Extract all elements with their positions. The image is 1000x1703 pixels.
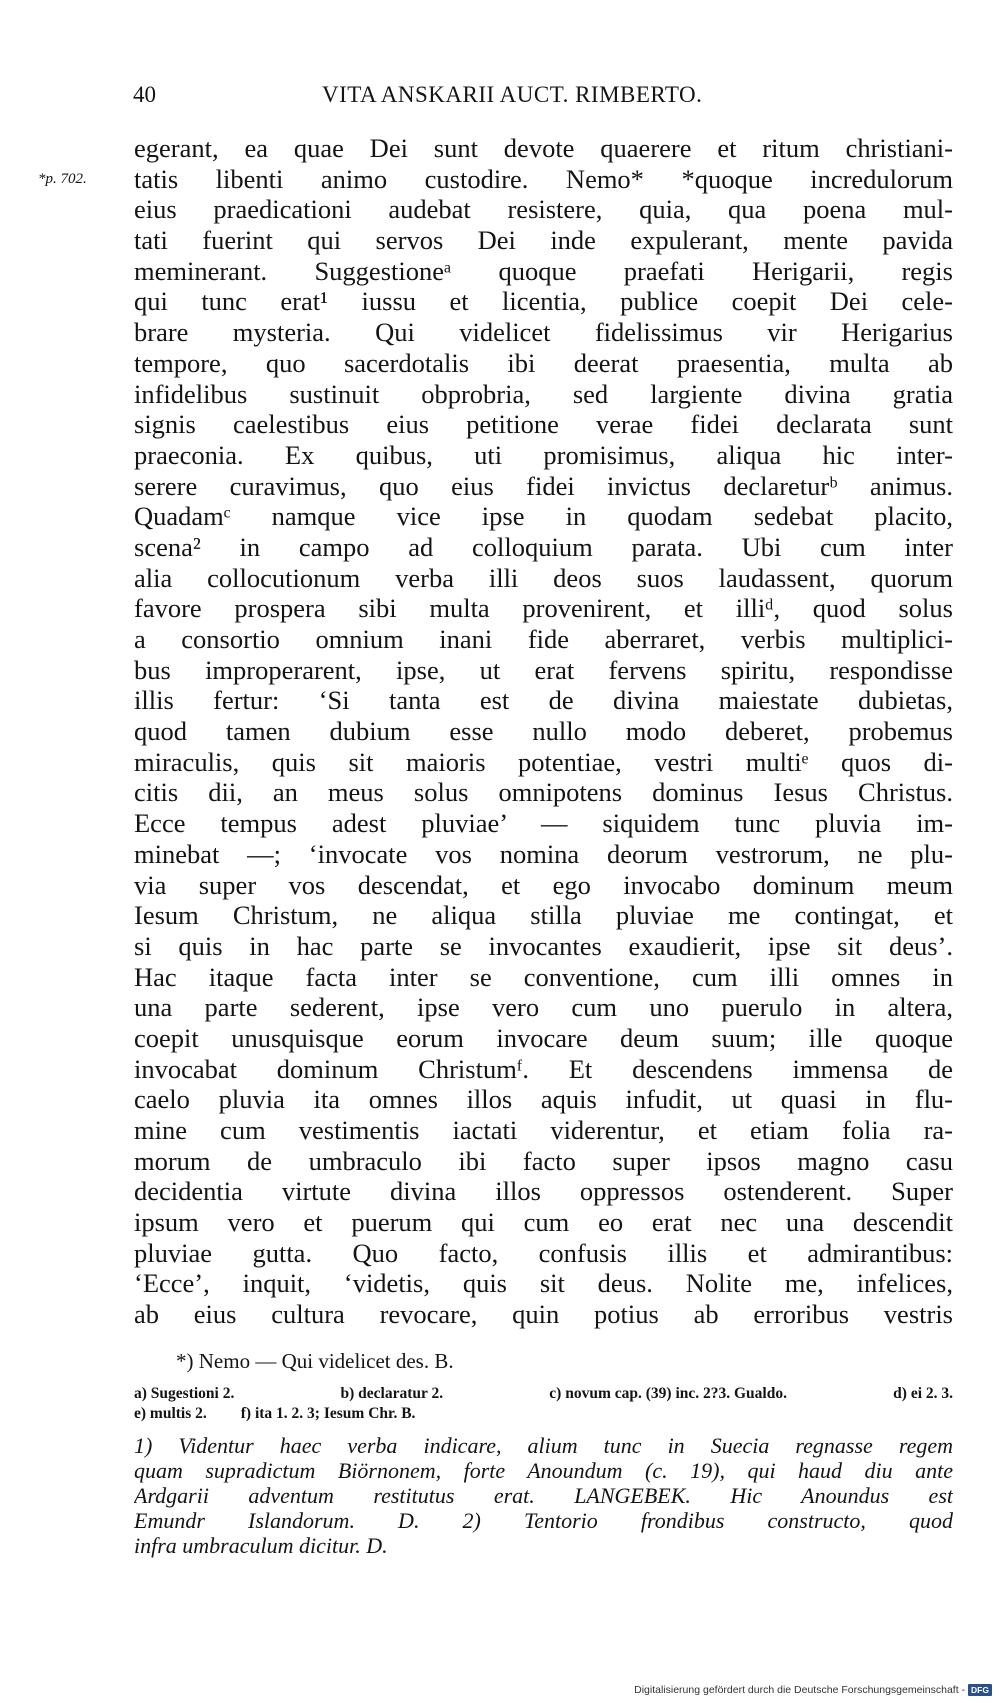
apparatus-entry-a: a) Sugestioni 2. bbox=[134, 1385, 235, 1402]
text-line: si quis in hac parte se invocantes exaudierit, ipse sit deus’. bbox=[134, 930, 953, 961]
text-line: tati fuerint qui servos Dei inde expulerant, mente pavida bbox=[134, 225, 953, 256]
text-line: serere curavimus, quo eius fidei invictus declareturᵇ animus. bbox=[134, 470, 953, 501]
text-line: miraculis, quis sit maioris potentiae, vestri multiᵉ quos di- bbox=[134, 746, 953, 777]
text-line: a consortio omnium inani fide aberraret, verbis multiplici- bbox=[134, 624, 953, 654]
text-line: mine cum vestimentis iactati viderentur, et etiam folia ra- bbox=[134, 1115, 953, 1145]
star-note: *) Nemo — Qui videlicet des. B. bbox=[176, 1349, 454, 1373]
critical-apparatus bbox=[134, 1384, 953, 1424]
text-line: scena² in campo ad colloquium parata. Ubi cum inter bbox=[134, 531, 953, 562]
text-line: eius praedicationi audebat resistere, quia, qua poena mul- bbox=[134, 194, 953, 225]
text-line: ab eius cultura revocare, quin potius ab erroribus vestris bbox=[134, 1299, 953, 1330]
text-line: morum de umbraculo ibi facto super ipsos magno casu bbox=[134, 1145, 953, 1176]
margin-page-reference: *p. 702. bbox=[38, 171, 87, 187]
text-line: infidelibus sustinuit obprobria, sed largiente divina gratia bbox=[134, 378, 953, 409]
apparatus-entry-d: d) ei 2. 3. bbox=[893, 1385, 953, 1402]
text-line: quod tamen dubium esse nullo modo deberet, probemus bbox=[134, 716, 953, 747]
footnote-line: quam supradictum Biörnonem, forte Anoundum (c. 19), qui haud diu ante bbox=[134, 1458, 953, 1483]
apparatus-line-2 bbox=[134, 1404, 953, 1424]
dfg-logo: DFG bbox=[968, 1684, 992, 1696]
text-line: favore prospera sibi multa provenirent, et illiᵈ, quod solus bbox=[134, 593, 953, 624]
text-line: minebat —; ‘invocate vos nomina deorum vestrorum, ne plu- bbox=[134, 838, 953, 869]
text-line: signis caelestibus eius petitione verae fidei declarata sunt bbox=[134, 409, 953, 440]
text-line: qui tunc erat¹ iussu et licentia, publice coepit Dei cele- bbox=[134, 286, 953, 317]
apparatus-entry-c: c) novum cap. (39) inc. 2?3. Gualdo. bbox=[549, 1385, 787, 1402]
text-line: tatis libenti animo custodire. Nemo* *quoque incredulorum bbox=[134, 163, 953, 194]
footnote-line: 1) Videntur haec verba indicare, alium tunc in Suecia regnasse regem bbox=[134, 1433, 953, 1458]
text-line: decidentia virtute divina illos oppressos ostenderent. Super bbox=[134, 1176, 953, 1207]
text-line: pluviae gutta. Quo facto, confusis illis et admirantibus: bbox=[134, 1237, 953, 1268]
text-line: Quadamᶜ namque vice ipse in quodam sedebat placito, bbox=[134, 501, 953, 532]
text-line: invocabat dominum Christumᶠ. Et descendens immensa de bbox=[134, 1053, 953, 1084]
text-line: Ecce tempus adest pluviae’ — siquidem tunc pluvia im- bbox=[134, 808, 953, 839]
apparatus-entry-f: f) ita 1. 2. 3; Iesum Chr. B. bbox=[240, 1405, 416, 1422]
apparatus-entry-e: e) multis 2. bbox=[134, 1405, 207, 1422]
digitization-credit bbox=[634, 1684, 992, 1696]
footnote-line: Emundr Islandorum. D. 2) Tentorio frondibus constructo, quod bbox=[134, 1508, 953, 1533]
footnotes bbox=[134, 1433, 953, 1558]
text-line: meminerant. Suggestioneᵃ quoque praefati Herigarii, regis bbox=[134, 255, 953, 286]
text-line: caelo pluvia ita omnes illos aquis infudit, ut quasi in flu- bbox=[134, 1084, 953, 1115]
text-line: coepit unusquisque eorum invocare deum suum; ille quoque bbox=[134, 1022, 953, 1053]
digitization-note: Digitalisierung gefördert durch die Deutsche Forschungsgemeinschaft - bbox=[634, 1684, 966, 1696]
text-line: egerant, ea quae Dei sunt devote quaerere et ritum christiani- bbox=[134, 133, 953, 163]
text-line: ‘Ecce’, inquit, ‘videtis, quis sit deus. Nolite me, infelices, bbox=[134, 1268, 953, 1299]
text-line: praeconia. Ex quibus, uti promisimus, aliqua hic inter- bbox=[134, 439, 953, 470]
footnote-line: infra umbraculum dicitur. D. bbox=[134, 1533, 388, 1558]
text-line: brare mysteria. Qui videlicet fidelissimus vir Herigarius bbox=[134, 317, 953, 348]
running-head: VITA ANSKARII AUCT. RIMBERTO. bbox=[322, 82, 703, 107]
footnote-line: Ardgarii adventum restitutus erat. LANGEBEK. Hic Anoundus est bbox=[134, 1483, 953, 1508]
text-line: Hac itaque facta inter se conventione, cum illi omnes in bbox=[134, 961, 953, 992]
apparatus-entry-b: b) declaratur 2. bbox=[340, 1385, 444, 1402]
text-line: ipsum vero et puerum qui cum eo erat nec una descendit bbox=[134, 1207, 953, 1238]
text-line: Iesum Christum, ne aliqua stilla pluviae me contingat, et bbox=[134, 900, 953, 931]
text-line: una parte sederent, ipse vero cum uno puerulo in altera, bbox=[134, 992, 953, 1023]
text-line: alia collocutionum verba illi deos suos laudassent, quorum bbox=[134, 562, 953, 593]
text-line: illis fertur: ‘Si tanta est de divina maiestate dubietas, bbox=[134, 685, 953, 716]
text-line: tempore, quo sacerdotalis ibi deerat praesentia, multa ab bbox=[134, 347, 953, 378]
main-text bbox=[134, 133, 953, 1330]
text-line: citis dii, an meus solus omnipotens dominus Iesus Christus. bbox=[134, 777, 953, 808]
page-number: 40 bbox=[133, 82, 156, 107]
text-line: via super vos descendat, et ego invocabo dominum meum bbox=[134, 869, 953, 900]
apparatus-line-1 bbox=[134, 1384, 953, 1404]
text-line: bus improperarent, ipse, ut erat fervens spiritu, respondisse bbox=[134, 654, 953, 685]
